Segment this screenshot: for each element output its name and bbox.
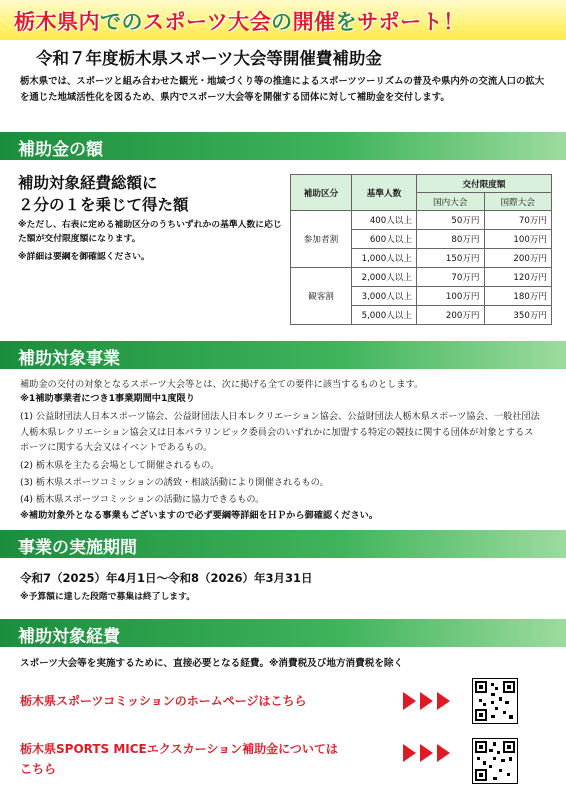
table-header-international: 国際大会 [484,193,552,211]
table-cell: 120万円 [484,268,552,287]
intro-paragraph: 栃木県では、スポーツと組み合わせた観光・地域づくり等の推進によるスポーツツーリズムの普及や県内外の交流人口の拡大を通じた地域活性化を図るため、県内でスポーツ大会等を開催する団体に対して補助金を交付します。 [20,76,545,103]
table-cell: 600人以上 [352,230,417,249]
table-header-category: 補助区分 [291,175,352,211]
banner-part-2: での [100,10,143,34]
arrow-right-icon [437,692,450,710]
section-header-expenses [0,619,566,647]
section-header-amount [0,132,566,160]
arrow-icons-1 [403,692,454,714]
section-title: 事業の実施期間 [18,538,137,558]
banner-part-7: サポート！ [357,10,465,34]
table-cell: 100万円 [484,230,552,249]
section-header-projects [0,341,566,369]
table-header-people: 基準人数 [352,175,417,211]
arrow-right-icon [437,744,450,762]
qr-code-icon[interactable] [472,678,518,724]
table-cell: 180万円 [484,287,552,306]
banner-headline [14,6,465,36]
amount-headline-1: 補助対象経費総額に [18,174,158,192]
arrow-right-icon [420,744,433,762]
table-header-domestic: 国内大会 [417,193,485,211]
section-title: 補助対象経費 [18,627,120,647]
table-cell: 1,000人以上 [352,249,417,268]
expenses-text: スポーツ大会等を実施するために、直接必要となる経費。※消費税及び地方消費税を除く [20,658,404,669]
table-cell: 350万円 [484,306,552,325]
projects-footnote: ※補助対象外となる事業もございますので必ず要綱等詳細をＨＰから御確認ください。 [20,510,379,521]
projects-item-3: (3) 栃木県スポーツコミッションの誘致・相談活動により開催されるもの。 [20,477,329,488]
table-cell: 3,000人以上 [352,287,417,306]
projects-lead: 補助金の交付の対象となるスポーツ大会等とは、次に掲げる全ての要件に該当するものとします。 [20,379,424,390]
section-header-period [0,530,566,558]
table-header-limit: 交付限度額 [417,175,552,193]
table-group-participants: 参加者割 [291,211,352,268]
table-cell: 50万円 [417,211,485,230]
table-cell: 400人以上 [352,211,417,230]
amount-headline-2: ２分の１を乗じて得た額 [18,196,189,214]
arrow-right-icon [403,744,416,762]
banner-part-4: の [271,10,293,34]
projects-item-1: (1) 公益財団法人日本スポーツ協会、公益財団法人日本レクリエーション協会、公益財団法人栃木県スポーツ協会、一般社団法人栃木県レクリエーション協会又は日本パラリンピック委員会のいずれかに加盟する特定の競技に関する団体が対象とするスポーツに関する大会又はイベントであるもの。 [20,411,540,453]
banner-part-6: を [335,10,358,34]
table-cell: 150万円 [417,249,485,268]
arrow-icons-2 [403,744,454,766]
banner-part-1: 栃木県内 [14,10,100,34]
banner-part-3: スポーツ大会 [143,10,272,34]
table-cell: 5,000人以上 [352,306,417,325]
projects-item-2: (2) 栃木県を主たる会場として開催されるもの。 [20,460,220,471]
period-dates: 令和7（2025）年4月1日～令和8（2026）年3月31日 [20,571,313,585]
table-group-spectators: 観客割 [291,268,352,325]
link-sports-commission[interactable]: 栃木県スポーツコミッションのホームページはこちら [20,694,307,708]
table-cell: 200万円 [417,306,485,325]
amount-table [290,174,552,325]
page-title: 令和７年度栃木県スポーツ大会等開催費補助金 [36,49,382,68]
table-cell: 80万円 [417,230,485,249]
section-title: 補助金の額 [18,140,103,160]
arrow-right-icon [403,692,416,710]
link-mice-excursion[interactable]: 栃木県SPORTS MICEエクスカーション補助金については [20,742,338,756]
qr-code-icon[interactable] [472,738,518,784]
arrow-right-icon [420,692,433,710]
table-cell: 70万円 [417,268,485,287]
table-cell: 200万円 [484,249,552,268]
amount-note-2: ※詳細は要綱を御確認ください。 [18,252,150,262]
table-cell: 70万円 [484,211,552,230]
period-note: ※予算額に達した段階で募集は終了します。 [20,592,195,602]
banner-part-5: 開催 [292,10,336,34]
section-title: 補助対象事業 [18,349,120,369]
projects-item-4: (4) 栃木県スポーツコミッションの活動に協力できるもの。 [20,494,265,505]
link-mice-excursion-here[interactable]: こちら [20,762,57,776]
table-cell: 2,000人以上 [352,268,417,287]
table-cell: 100万円 [417,287,485,306]
projects-note: ※1補助事業者につき1事業期間中1度限り [20,393,195,404]
amount-note-1: ※ただし、右表に定める補助区分のうちいずれかの基準人数に応じた額が交付限度額になります。 [18,220,282,244]
